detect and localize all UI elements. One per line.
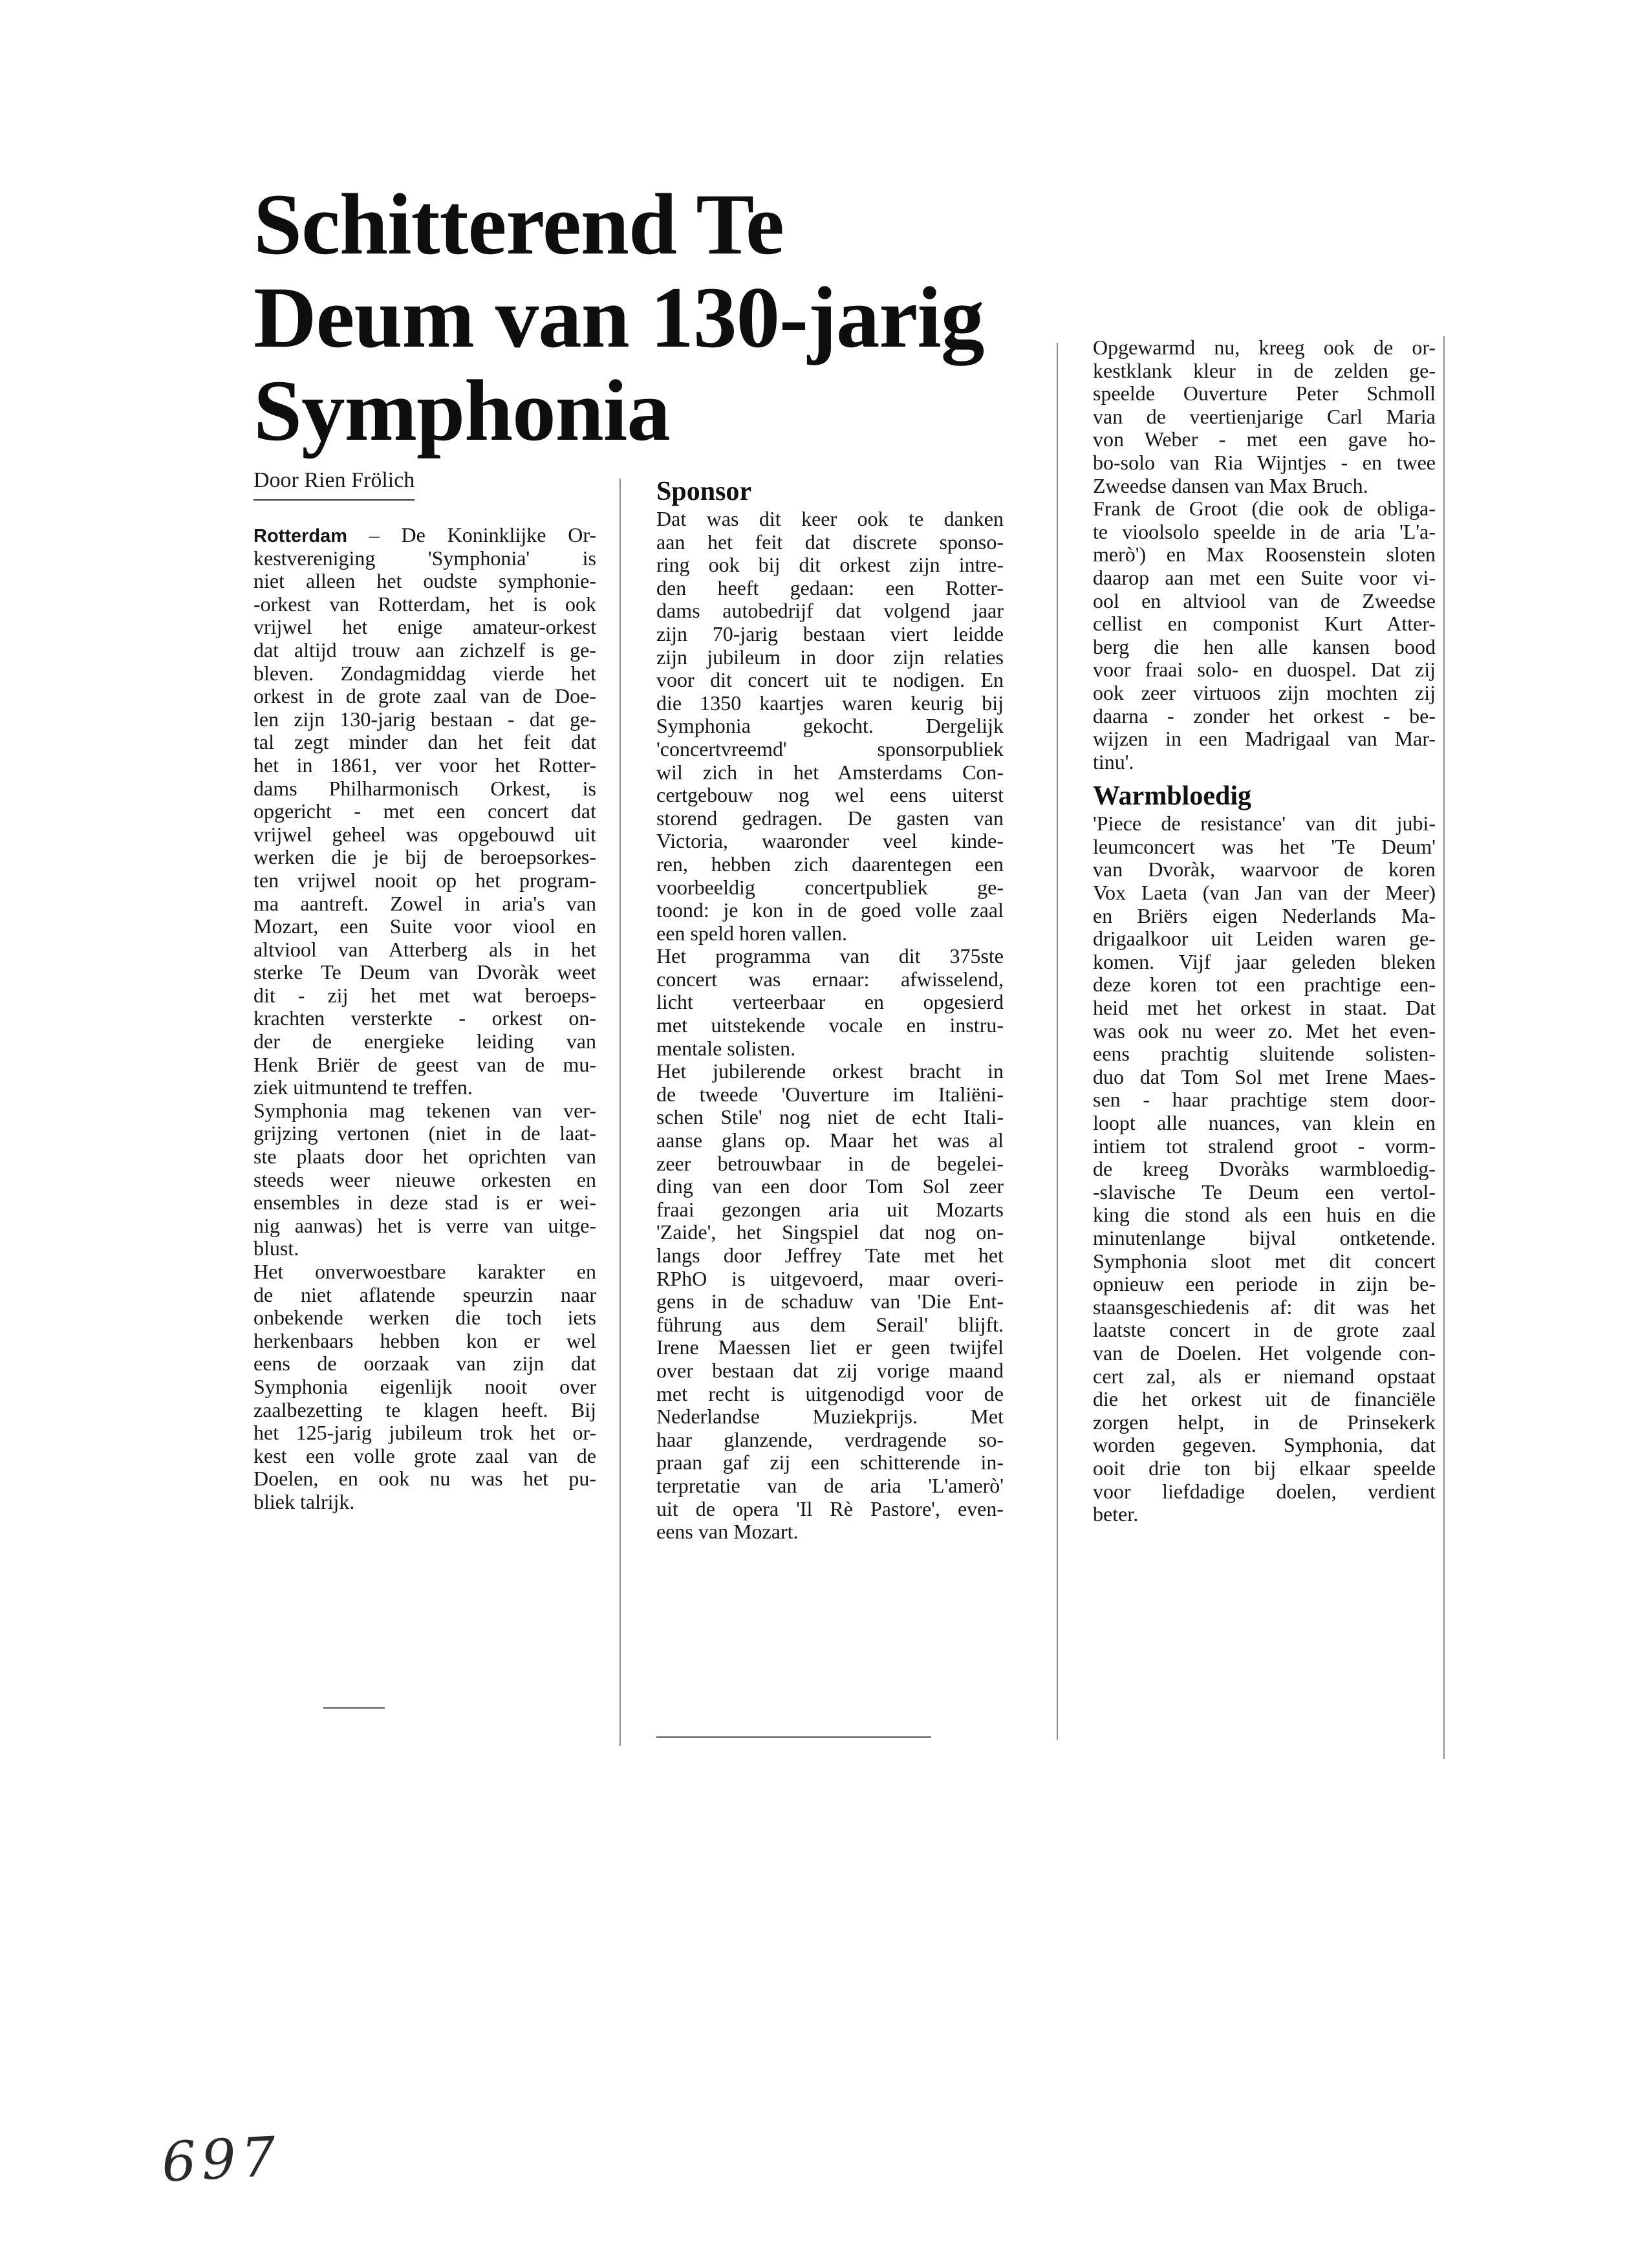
article-line: vrijwel het enige amateur-orkest (253, 615, 596, 639)
article-line: Victoria, waaronder veel kinde- (656, 829, 1004, 853)
article-line: gens in de schaduw van 'Die Ent- (656, 1290, 1004, 1313)
article-line: krachten versterkte - orkest on- (253, 1006, 596, 1030)
article-line: Het jubilerende orkest bracht in (656, 1059, 1004, 1083)
column-divider (1443, 336, 1445, 1759)
article-line: ding van een door Tom Sol zeer (656, 1174, 1004, 1198)
article-line: met recht is uitgenodigd voor de (656, 1381, 1004, 1405)
article-line: daarna - zonder het orkest - be- (1093, 704, 1436, 728)
article-line: concert was ernaar: afwisselend, (656, 967, 1004, 991)
article-line: voor fraai solo- en duospel. Dat zij (1093, 658, 1436, 682)
article-line: wijzen in een Madrigaal van Mar- (1093, 727, 1436, 751)
article-line: voor dit concert uit te nodigen. En (656, 668, 1004, 692)
article-line: ma aantreft. Zowel in aria's van (253, 891, 596, 915)
article-line: eens prachtig sluitende solisten- (1093, 1042, 1436, 1066)
headline-line: Schitterend Te (253, 177, 784, 274)
article-line: Mozart, een Suite voor viool en (253, 914, 596, 938)
article-line: aan het feit dat discrete sponso- (656, 530, 1004, 554)
column-end-rule (323, 1707, 385, 1709)
article-line: komen. Vijf jaar geleden bleken (1093, 949, 1436, 973)
article-line: wil zich in het Amsterdams Con- (656, 760, 1004, 784)
article-line: der de energieke leiding van (253, 1030, 596, 1053)
article-line: ooit drie ton bij elkaar speelde (1093, 1456, 1436, 1480)
article-line: ring ook bij dit orkest zijn intre- (656, 553, 1004, 577)
column-text (656, 508, 1004, 1544)
article-line: zeer betrouwbaar in de begelei- (656, 1151, 1004, 1175)
article-line: Symphonia sloot met dit concert (1093, 1249, 1436, 1273)
article-line: leumconcert was het 'Te Deum' (1093, 834, 1436, 858)
article-line: tal zegt minder dan het feit dat (253, 730, 596, 754)
article-line: loopt alle nuances, van klein en (1093, 1111, 1436, 1134)
article-line: merò') en Max Roosenstein sloten (1093, 543, 1436, 567)
article-line: te vioolsolo speelde in de aria 'L'a- (1093, 519, 1436, 543)
article-line: de niet aflatende speurzin naar (253, 1282, 596, 1306)
article-line: die 1350 kaartjes waren keurig bij (656, 691, 1004, 715)
article-line: Nederlandse Muziekprijs. Met (656, 1405, 1004, 1429)
article-line: ziek uitmuntend te treffen. (253, 1075, 473, 1099)
article-line: de kreeg Dvoràks warmbloedig- (1093, 1157, 1436, 1181)
article-line: duo dat Tom Sol met Irene Maes- (1093, 1064, 1436, 1088)
article-line: zijn 70-jarig bestaan viert leidde (656, 621, 1004, 645)
article-line: en Briërs eigen Nederlands Ma- (1093, 903, 1436, 927)
column-text (1093, 336, 1436, 773)
article-line: zaalbezetting te klagen heeft. Bij (253, 1398, 596, 1421)
article-line: licht verteerbaar en opgesierd (656, 990, 1004, 1014)
article-line: ste plaats door het oprichten van (253, 1145, 596, 1169)
article-line: altviool van Atterberg als in het (253, 937, 596, 961)
article-line: ool en altviool van de Zweedse (1093, 589, 1436, 612)
article-line: kestvereniging 'Symphonia' is (253, 546, 596, 570)
article-headline (253, 178, 1017, 458)
article-text: – De Koninklijke Or- (347, 523, 596, 546)
article-line: deze koren tot een prachtige een- (1093, 973, 1436, 997)
article-line: king die stond als een huis en die (1093, 1203, 1436, 1227)
article-line: sterke Te Deum van Dvoràk weet (253, 960, 596, 984)
article-line: steeds weer nieuwe orkesten en (253, 1167, 596, 1191)
article-line: den heeft gedaan: een Rotter- (656, 576, 1004, 599)
article-line: ren, hebben zich daarentegen een (656, 852, 1004, 876)
article-column-1 (253, 524, 596, 1514)
article-line: minutenlange bijval ontketende. (1093, 1226, 1436, 1249)
article-line: met uitstekende vocale en instru- (656, 1013, 1004, 1037)
article-line: mentale solisten. (656, 1036, 796, 1060)
article-line: bo-solo van Ria Wijntjes - en twee (1093, 450, 1436, 474)
article-line: bleven. Zondagmiddag vierde het (253, 661, 596, 685)
article-line: de tweede 'Ouverture im Italiëni- (656, 1082, 1004, 1106)
article-line: staansgeschiedenis af: dit was het (1093, 1295, 1436, 1319)
column-text (1093, 812, 1436, 1526)
article-line: Symphonia mag tekenen van ver- (253, 1098, 596, 1122)
article-line: toond: je kon in de goed volle zaal (656, 898, 1004, 922)
article-line: kestklank kleur in de zelden ge- (1093, 358, 1436, 382)
article-line: Het onverwoestbare karakter en (253, 1260, 596, 1283)
article-line: opnieuw een periode in zijn be- (1093, 1272, 1436, 1296)
article-line: worden gegeven. Symphonia, dat (1093, 1433, 1436, 1457)
article-line: 'concertvreemd' sponsorpubliek (656, 737, 1004, 761)
article-line: heid met het orkest in staat. Dat (1093, 996, 1436, 1020)
article-line: die het orkest uit de financiële (1093, 1387, 1436, 1411)
article-line: dams autobedrijf dat volgend jaar (656, 599, 1004, 623)
article-line: führung aus dem Serail' blijft. (656, 1312, 1004, 1336)
article-line: daarop aan met een Suite voor vi- (1093, 565, 1436, 589)
article-line: opgericht - met een concert dat (253, 799, 596, 823)
article-line: intiem tot stralend groot - vorm- (1093, 1134, 1436, 1158)
article-line: -slavische Te Deum een vertol- (1093, 1180, 1436, 1204)
article-line: cert zal, als er niemand opstaat (1093, 1364, 1436, 1388)
article-line: speelde Ouverture Peter Schmoll (1093, 382, 1436, 405)
article-line: dams Philharmonisch Orkest, is (253, 776, 596, 800)
article-line: voor liefdadige doelen, verdient (1093, 1479, 1436, 1503)
headline-line: Deum van 130-jarig (253, 270, 984, 367)
headline-line: Symphonia (253, 363, 670, 460)
column-divider (620, 479, 621, 1746)
dateline: Rotterdam (253, 526, 348, 546)
article-line: Irene Maessen liet er geen twijfel (656, 1335, 1004, 1359)
article-line: Symphonia gekocht. Dergelijk (656, 714, 1004, 738)
article-line: was ook nu weer zo. Met het even- (1093, 1019, 1436, 1042)
article-line: Zweedse dansen van Max Bruch. (1093, 473, 1368, 497)
article-line: van de veertienjarige Carl Maria (1093, 404, 1436, 428)
column-text (253, 547, 596, 1514)
article-line: Vox Laeta (van Jan van der Meer) (1093, 881, 1436, 905)
article-line: laatste concert in de grote zaal (1093, 1318, 1436, 1342)
article-line: orkest in de grote zaal van de Doe- (253, 684, 596, 708)
article-line: Henk Briër de geest van de mu- (253, 1052, 596, 1076)
article-line: von Weber - met een gave ho- (1093, 427, 1436, 451)
article-line: berg die hen alle kansen bood (1093, 634, 1436, 658)
article-line: praan gaf zij een schitterende in- (656, 1451, 1004, 1474)
article-line: beter. (1093, 1502, 1139, 1526)
article-line: -orkest van Rotterdam, het is ook (253, 592, 596, 616)
article-line: zorgen helpt, in de Prinsekerk (1093, 1410, 1436, 1434)
article-line: ten vrijwel nooit op het program- (253, 868, 596, 892)
article-line: werken die je bij de beroepsorkes- (253, 845, 596, 869)
article-line: drigaalkoor uit Leiden waren ge- (1093, 927, 1436, 951)
article-line: over bestaan dat zij vorige maand (656, 1358, 1004, 1382)
article-line: Doelen, en ook nu was het pu- (253, 1467, 596, 1491)
article-line: voorbeeldig concertpubliek ge- (656, 875, 1004, 899)
subhead-warmbloedig: Warmbloedig (1093, 781, 1252, 812)
article-line: onbekende werken die toch iets (253, 1306, 596, 1330)
article-line: herkenbaars hebben kon er wel (253, 1328, 596, 1352)
article-line: niet alleen het oudste symphonie- (253, 569, 596, 593)
article-line: 'Zaide', het Singspiel dat nog on- (656, 1220, 1004, 1244)
article-line: 'Piece de resistance' van dit jubi- (1093, 812, 1436, 836)
byline: Door Rien Frölich (253, 468, 415, 501)
article-line: Symphonia eigenlijk nooit over (253, 1374, 596, 1398)
article-line: uit de opera 'Il Rè Pastore', even- (656, 1496, 1004, 1520)
article-line: het 125-jarig jubileum trok het or- (253, 1421, 596, 1445)
article-line: grijzing vertonen (niet in de laat- (253, 1121, 596, 1145)
article-line: Dat was dit keer ook te danken (656, 507, 1004, 530)
subhead-sponsor: Sponsor (656, 477, 752, 506)
article-line: vrijwel geheel was opgebouwd uit (253, 822, 596, 846)
column-end-rule (656, 1736, 931, 1738)
article-line: eens van Mozart. (656, 1520, 799, 1544)
handwritten-archive-number: 697 (160, 2124, 283, 2194)
article-line: ensembles in deze stad is er wei- (253, 1191, 596, 1215)
article-line: len zijn 130-jarig bestaan - dat ge- (253, 707, 596, 731)
article-line: cellist en componist Kurt Atter- (1093, 612, 1436, 636)
article-line: tinu'. (1093, 750, 1134, 773)
article-line: dit - zij het met wat beroeps- (253, 983, 596, 1007)
article-line: storend gedragen. De gasten van (656, 806, 1004, 830)
article-line: eens de oorzaak van zijn dat (253, 1352, 596, 1376)
article-line: terpretatie van de aria 'L'amerò' (656, 1473, 1004, 1497)
article-line: Het programma van dit 375ste (656, 944, 1004, 968)
article-line: kest een volle grote zaal van de (253, 1443, 596, 1467)
article-column-2 (656, 475, 1004, 1544)
article-line: bliek talrijk. (253, 1489, 355, 1513)
article-line: langs door Jeffrey Tate met het (656, 1244, 1004, 1267)
article-line: nig aanwas) het is verre van uitge- (253, 1213, 596, 1237)
column-divider (1057, 343, 1058, 1740)
article-line: blust. (253, 1237, 299, 1260)
article-line: fraai gezongen aria uit Mozarts (656, 1197, 1004, 1221)
article-line (253, 524, 596, 547)
article-line: zijn jubileum in door zijn relaties (656, 645, 1004, 669)
article-line: een speld horen vallen. (656, 921, 847, 945)
article-line: Frank de Groot (die ook de obliga- (1093, 497, 1436, 521)
article-line: RPhO is uitgevoerd, maar overi- (656, 1266, 1004, 1290)
article-line: sen - haar prachtige stem door- (1093, 1088, 1436, 1112)
article-line: aanse glans op. Maar het was al (656, 1129, 1004, 1152)
article-line: van Dvoràk, waarvoor de koren (1093, 858, 1436, 881)
article-line: haar glanzende, verdragende so- (656, 1427, 1004, 1451)
article-line: van de Doelen. Het volgende con- (1093, 1341, 1436, 1365)
article-line: ook zeer virtuoos zijn mochten zij (1093, 680, 1436, 704)
article-line: schen Stile' nog niet de echt Itali- (656, 1105, 1004, 1129)
article-column-3 (1093, 336, 1436, 1526)
article-line: Opgewarmd nu, kreeg ook de or- (1093, 336, 1436, 359)
article-line: het in 1861, ver voor het Rotter- (253, 753, 596, 777)
article-line: certgebouw nog wel eens uiterst (656, 783, 1004, 807)
article-line: dat altijd trouw aan zichzelf is ge- (253, 638, 596, 662)
